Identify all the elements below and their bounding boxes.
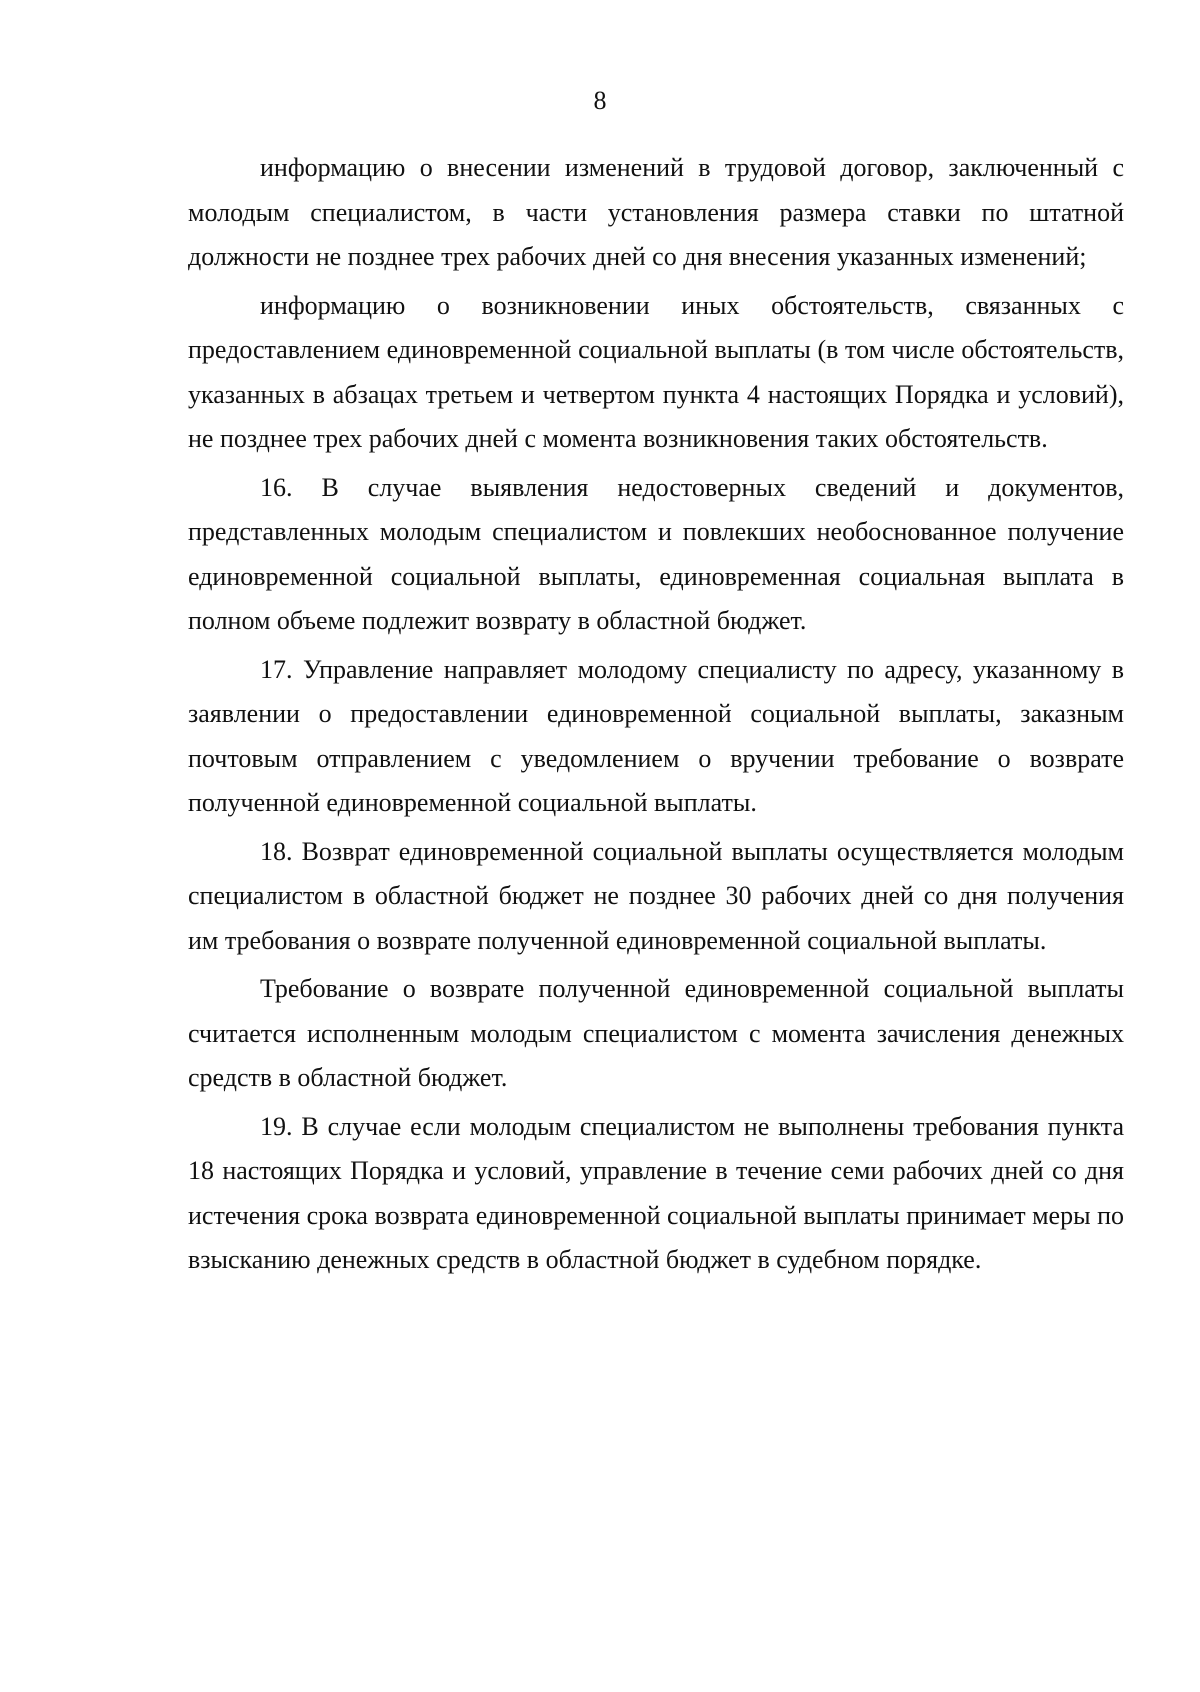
document-body [188,146,1124,1287]
paragraph-clause-16: 16. В случае выявления недостоверных сведений и документов, представленных молодым специалистом и повлекших необоснованное получение единовременной социальной выплаты, единовременная социальная выплата в полном объеме подлежит возврату в областной бюджет. [188,472,1124,635]
paragraph-clause-17: 17. Управление направляет молодому специалисту по адресу, указанному в заявлении о предоставлении единовременной социальной выплаты, заказным почтовым отправлением с уведомлением о вручении требование о возврате полученной единовременной социальной выплаты. [188,654,1124,817]
page-number: 8 [593,86,607,115]
paragraph-clause-18: 18. Возврат единовременной социальной выплаты осуществляется молодым специалистом в областной бюджет не позднее 30 рабочих дней со дня получения им требования о возврате полученной единовременной социальной выплаты. [188,836,1124,955]
paragraph-clause-19: 19. В случае если молодым специалистом не выполнены требования пункта 18 настоящих Порядка и условий, управление в течение семи рабочих дней со дня истечения срока возврата единовременной социальной выплаты принимает меры по взысканию денежных средств в областной бюджет в судебном порядке. [188,1111,1124,1274]
paragraph-clause-18-fulfillment: Требование о возврате полученной единовременной социальной выплаты считается исполненным молодым специалистом с момента зачисления денежных средств в областной бюджет. [188,974,1124,1092]
paragraph-info-contract-changes: информацию о внесении изменений в трудовой договор, заключенный с молодым специалистом, в части установления размера ставки по штатной должности не позднее трех рабочих дней со дня внесения указанных изменений; [188,153,1124,271]
paragraph-info-other-circumstances: информацию о возникновении иных обстоятельств, связанных с предоставлением единовременной социальной выплаты (в том числе обстоятельств, указанных в абзацах третьем и четвертом пункта 4 настоящих Порядка и условий), не позднее трех рабочих дней с момента возникновения таких обстоятельств. [188,290,1124,453]
